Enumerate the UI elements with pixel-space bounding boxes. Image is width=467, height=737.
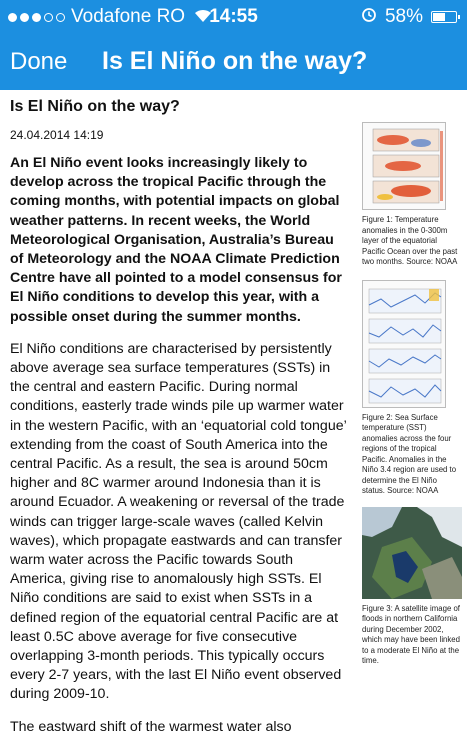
- battery-icon: [431, 11, 457, 23]
- figure-3-caption: Figure 3: A satellite image of floods in northern California during December 2002, which may have been linked to a moderate El Niño at the time.: [362, 603, 460, 665]
- article-headline: Is El Niño on the way?: [10, 98, 180, 115]
- nav-title: Is El Niño on the way?: [102, 47, 368, 75]
- article-date: 24.04.2014 14:19: [10, 128, 104, 142]
- article-content: [10, 96, 350, 737]
- status-bar: [0, 0, 467, 34]
- article-lead: An El Niño event looks increasingly likely to develop across the tropical Pacific through the coming months, with potential impacts on global weather patterns. In recent weeks, the World Meteorological Organisation, Australia’s Bureau of Meteorology and the NOAA Climate Prediction Centre have all pointed to a model consensus for El Niño conditions to develop this year, with a possible onset during the summer months.: [10, 155, 342, 325]
- figure-sidebar: [362, 122, 462, 667]
- status-time: 14:55: [209, 6, 258, 27]
- carrier-name: Vodafone RO: [71, 6, 186, 27]
- done-button[interactable]: Done: [10, 48, 68, 75]
- navigation-bar: [0, 34, 467, 90]
- figure-1[interactable]: [362, 122, 462, 268]
- article-continuation: The eastward shift of the warmest water also: [10, 718, 292, 735]
- figure-3-satellite-image[interactable]: [362, 507, 462, 599]
- figure-2-image[interactable]: [362, 280, 446, 408]
- battery-percent: 58%: [384, 6, 423, 27]
- figure-3[interactable]: [362, 507, 462, 667]
- figure-2[interactable]: [362, 280, 462, 497]
- figure-2-caption: Figure 2: Sea Surface temperature (SST) anomalies across the four regions of the tropical Pacific. Anomalies in the Niño 3.4 region are used to determine the El Niño status. Source: NOAA: [362, 412, 457, 495]
- figure-1-caption: Figure 1: Temperature anomalies in the 0-300m layer of the equatorial Pacific Ocean over the past two months. Source: NOAA: [362, 215, 458, 266]
- article-body: El Niño conditions are characterised by persistently above average sea surface temperatures (SSTs) in the central and eastern Pacific. During normal conditions, easterly trade winds pile up warmer water in the western Pacific, with an ‘equatorial cold tongue’ extending from the coast of South America into the central Pacific. As a result, the sea is around 50cm higher and 8C warmer around Indonesia than it is around Ecuador. A weakening or reversal of the trade winds can trigger large-scale waves (called Kelvin waves), which propagate eastwards and can transfer warm water across the Pacific towards South America, giving rise to anomalously high SSTs. El Niño conditions are said to exist when SSTs in a defined region of the equatorial central Pacific are at least 0.5C above average for five consecutive overlapping 3-month periods. This typically occurs every 2-7 years, with the last El Niño event observed during 2009-10.: [10, 340, 347, 703]
- figure-1-image[interactable]: [362, 122, 446, 210]
- alarm-icon: [361, 6, 377, 28]
